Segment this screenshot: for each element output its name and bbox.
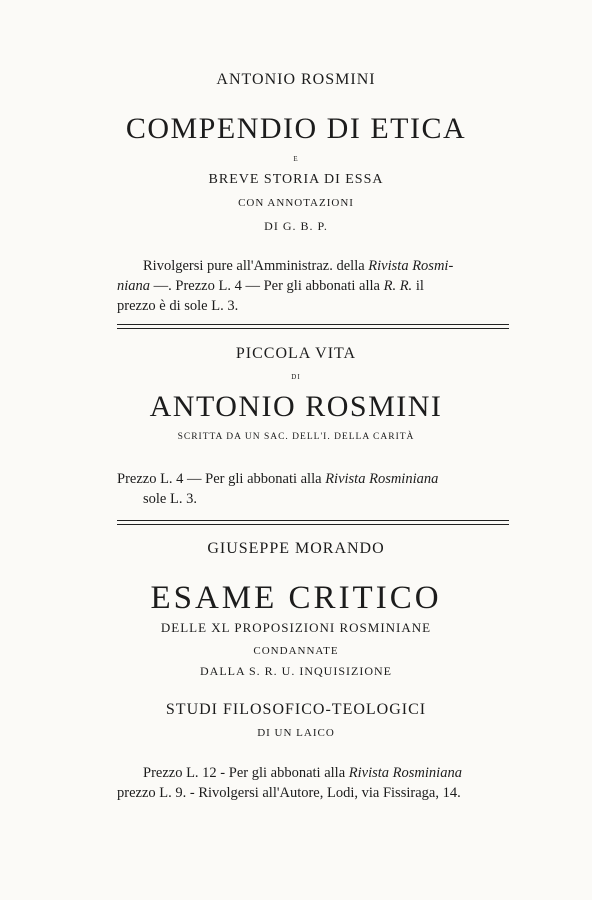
ad1-price-text	[117, 256, 509, 316]
ad1-text-b: —. Prezzo L. 4 — Per gli abbonati alla	[150, 278, 384, 294]
ad3-text-b: prezzo L. 9. - Rivolgersi all'Autore, Lodi, via Fissiraga, 14.	[117, 785, 461, 801]
divider-rule	[117, 324, 509, 329]
ad2-pre-title: PICCOLA VITA	[235, 345, 357, 362]
ad1-journal-b: niana	[117, 278, 151, 294]
ad1-text-d: prezzo è di sole L. 3.	[117, 298, 239, 314]
ad3-laico: DI UN LAICO	[257, 727, 335, 739]
ad3-journal: Rivista Rosminiana	[348, 765, 462, 781]
ad1-annotations: CON ANNOTAZIONI	[238, 197, 354, 209]
ad1-author: ANTONIO ROSMINI	[216, 71, 376, 88]
ad1-journal-a: Rivista Rosmi-	[368, 258, 454, 274]
ad2-journal: Rivista Rosminiana	[325, 471, 439, 487]
ad2-text-a: Prezzo L. 4 — Per gli abbonati alla	[117, 471, 326, 487]
ad3-text-a: Prezzo L. 12 - Per gli abbonati alla	[143, 765, 349, 781]
ad2-price-text	[117, 469, 509, 509]
ad1-title: COMPENDIO DI ETICA	[125, 112, 467, 145]
ad3-price-text	[117, 763, 517, 803]
ad2-title: ANTONIO ROSMINI	[149, 390, 443, 423]
ad3-author: GIUSEPPE MORANDO	[207, 540, 385, 557]
ad3-line3: DALLA S. R. U. INQUISIZIONE	[200, 664, 392, 678]
ad1-rr: R. R.	[383, 278, 413, 294]
ad1-text-c: il	[412, 278, 424, 294]
ad2-di: DI	[291, 373, 301, 381]
ad3-line2: CONDANNATE	[253, 645, 339, 657]
ad1-subtitle: BREVE STORIA DI ESSA	[208, 172, 384, 187]
ad3-title: ESAME CRITICO	[150, 580, 442, 616]
divider-rule	[117, 520, 509, 525]
ad1-text-a: Rivolgersi pure all'Amministraz. della	[143, 258, 369, 274]
ad2-byline: SCRITTA DA UN SAC. DELL'I. DELLA CARITÀ	[177, 432, 415, 442]
ad2-text-b: sole L. 3.	[143, 491, 197, 507]
ad1-byline: DI G. B. P.	[264, 219, 328, 233]
ad1-conjunction: E	[293, 155, 299, 163]
ad3-line1: DELLE XL PROPOSIZIONI ROSMINIANE	[160, 620, 432, 635]
ad3-studi: STUDI FILOSOFICO-TEOLOGICI	[165, 701, 427, 718]
